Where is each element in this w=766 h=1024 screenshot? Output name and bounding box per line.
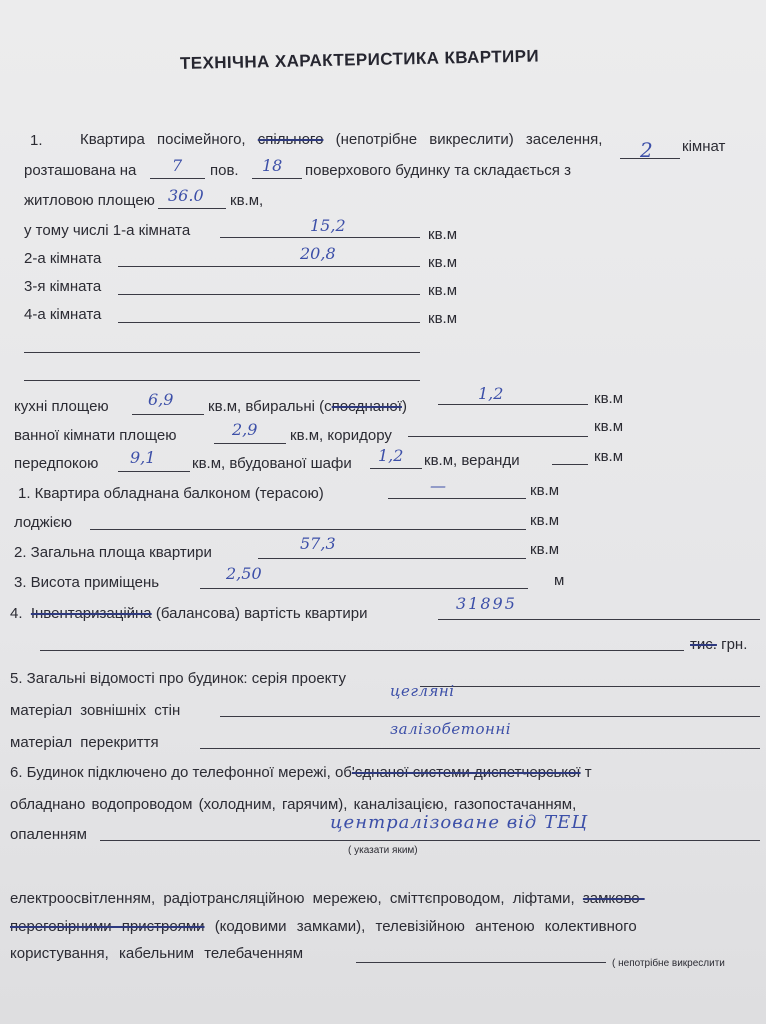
total-area-unit: кв.м xyxy=(530,541,560,558)
building-series-line xyxy=(420,686,760,687)
wc-label-a: кв.м, вбиральні (с xyxy=(208,398,332,415)
cable-tv-text: користування, кабельним телебаченням xyxy=(10,945,304,962)
kitchen-value: 6,9 xyxy=(148,390,174,409)
wardrobe-value: 1,2 xyxy=(378,446,404,465)
floors-material-line xyxy=(200,748,760,749)
section-number: 1. xyxy=(30,132,43,149)
cost-value: 31895 xyxy=(456,594,517,613)
room2-label: 2-а кімната xyxy=(24,250,102,267)
cost-line-2 xyxy=(40,650,684,651)
balcony-unit: кв.м xyxy=(530,482,560,499)
intercom-text xyxy=(10,918,637,935)
phone-text-b: т xyxy=(584,764,592,781)
living-area-label: житловою площею xyxy=(24,192,155,209)
living-area-unit: кв.м, xyxy=(230,192,264,209)
corridor-line xyxy=(408,436,588,437)
veranda-line xyxy=(552,464,588,465)
apartment-type-text xyxy=(80,131,602,148)
floors-total-value: 18 xyxy=(262,156,283,175)
phone-text-a: 6. Будинок підключено до телефонної мережі, об xyxy=(10,764,352,781)
wardrobe-line xyxy=(370,468,422,469)
bath-label: ванної кімнати площею xyxy=(14,427,177,444)
loggia-label: лоджією xyxy=(14,514,72,531)
rooms-value: 2 xyxy=(640,138,653,162)
living-area-line xyxy=(158,208,226,209)
heating-value: централізоване від ТЕЦ xyxy=(330,812,588,833)
loggia-line xyxy=(90,529,526,530)
cost-unit-text: грн. xyxy=(721,636,748,653)
cost-label xyxy=(10,605,368,622)
total-area-value: 57,3 xyxy=(300,534,336,553)
room2-unit: кв.м xyxy=(428,254,458,271)
floor-line xyxy=(150,178,205,179)
corridor-unit: кв.м xyxy=(594,418,624,435)
total-area-label: 2. Загальна площа квартири xyxy=(14,544,212,561)
room4-unit: кв.м xyxy=(428,310,458,327)
floor-unit: пов. xyxy=(210,162,239,179)
phone-line-text xyxy=(10,764,592,781)
electricity-struck: замково- xyxy=(582,890,645,907)
electricity-text-a: електроосвітленням, радіотрансляційною мережею, сміттєпроводом, ліфтами, xyxy=(10,890,575,907)
corridor-label: кв.м, коридору xyxy=(290,427,392,444)
intercom-struck: переговірними пристроями xyxy=(10,918,205,935)
room3-unit: кв.м xyxy=(428,282,458,299)
hall-label: передпокою xyxy=(14,455,99,472)
total-area-line xyxy=(258,558,526,559)
kitchen-label: кухні площею xyxy=(14,398,109,415)
settlement-text: (непотрібне викреслити) заселення, xyxy=(335,131,603,148)
walls-value: цегляні xyxy=(390,682,455,700)
room3-line xyxy=(118,294,420,295)
walls-line xyxy=(220,716,760,717)
location-label: розташована на xyxy=(24,162,137,179)
struck-option: спільного xyxy=(257,131,324,148)
height-value: 2,50 xyxy=(226,564,262,583)
height-line xyxy=(200,588,528,589)
room1-line xyxy=(220,237,420,238)
room4-line xyxy=(118,322,420,323)
room1-value: 15,2 xyxy=(310,216,346,235)
building-text: поверхового будинку та складається з xyxy=(305,162,571,179)
cable-tv-line xyxy=(356,962,606,963)
height-unit: м xyxy=(554,572,565,589)
hall-line xyxy=(118,471,190,472)
walls-label: матеріал зовнішніх стін xyxy=(10,702,181,719)
cost-unit xyxy=(690,636,747,653)
floors-line xyxy=(252,178,302,179)
heating-line xyxy=(100,840,760,841)
blank-line-1 xyxy=(24,352,420,353)
wc-label xyxy=(208,398,407,415)
balcony-label: 1. Квартира обладнана балконом (терасою) xyxy=(18,485,324,502)
document-title: ТЕХНІЧНА ХАРАКТЕРИСТИКА КВАРТИРИ xyxy=(179,46,540,73)
wardrobe-label: кв.м, вбудованої шафи xyxy=(192,455,352,472)
wc-line xyxy=(438,404,588,405)
room4-label: 4-а кімната xyxy=(24,306,102,323)
bath-line xyxy=(214,443,286,444)
floor-value: 7 xyxy=(172,156,183,175)
cost-struck: Інвентаризаційна xyxy=(30,605,152,622)
cost-num: 4. xyxy=(10,605,23,622)
balcony-value: — xyxy=(430,476,446,495)
room3-label: 3-я кімната xyxy=(24,278,102,295)
wc-label-b: ) xyxy=(401,398,407,415)
electricity-text xyxy=(10,890,645,907)
heating-hint: ( указати яким) xyxy=(348,845,418,856)
room2-line xyxy=(118,266,420,267)
building-series-label: 5. Загальні відомості про будинок: серія проекту xyxy=(10,670,346,687)
cost-unit-struck: тис. xyxy=(690,636,717,653)
height-label: 3. Висота приміщень xyxy=(14,574,160,591)
heating-label: опаленням xyxy=(10,826,87,843)
rooms-unit: кімнат xyxy=(682,138,726,155)
living-area-value: 36.0 xyxy=(168,186,204,205)
room2-value: 20,8 xyxy=(300,244,336,263)
blank-line-2 xyxy=(24,380,420,381)
room1-label: у тому числі 1-а кімната xyxy=(24,222,191,239)
cost-label-text: (балансова) вартість квартири xyxy=(155,605,368,622)
kitchen-line xyxy=(132,414,204,415)
floors-material-label: матеріал перекриття xyxy=(10,734,159,751)
wc-value: 1,2 xyxy=(478,384,504,403)
wc-struck: поєднаної xyxy=(331,398,402,415)
cable-tv-hint: ( непотрібне викреслити xyxy=(612,958,725,969)
loggia-unit: кв.м xyxy=(530,512,560,529)
wc-unit: кв.м xyxy=(594,390,624,407)
bath-value: 2,9 xyxy=(232,420,258,439)
hall-value: 9,1 xyxy=(130,448,156,467)
apartment-type-label: Квартира посімейного, xyxy=(80,131,246,148)
cost-line xyxy=(438,619,760,620)
balcony-line xyxy=(388,498,526,499)
phone-struck: 'єднаної системи диспетчерської xyxy=(351,764,581,781)
veranda-unit: кв.м xyxy=(594,448,624,465)
intercom-text-b: (кодовими замками), телевізійною антеною колективного xyxy=(214,918,637,935)
floors-material-value: залізобетонні xyxy=(390,720,512,738)
veranda-label: кв.м, веранди xyxy=(424,452,520,469)
water-text: обладнано водопроводом (холодним, гарячим), каналізацією, газопостачанням, xyxy=(10,796,577,813)
room1-unit: кв.м xyxy=(428,226,458,243)
